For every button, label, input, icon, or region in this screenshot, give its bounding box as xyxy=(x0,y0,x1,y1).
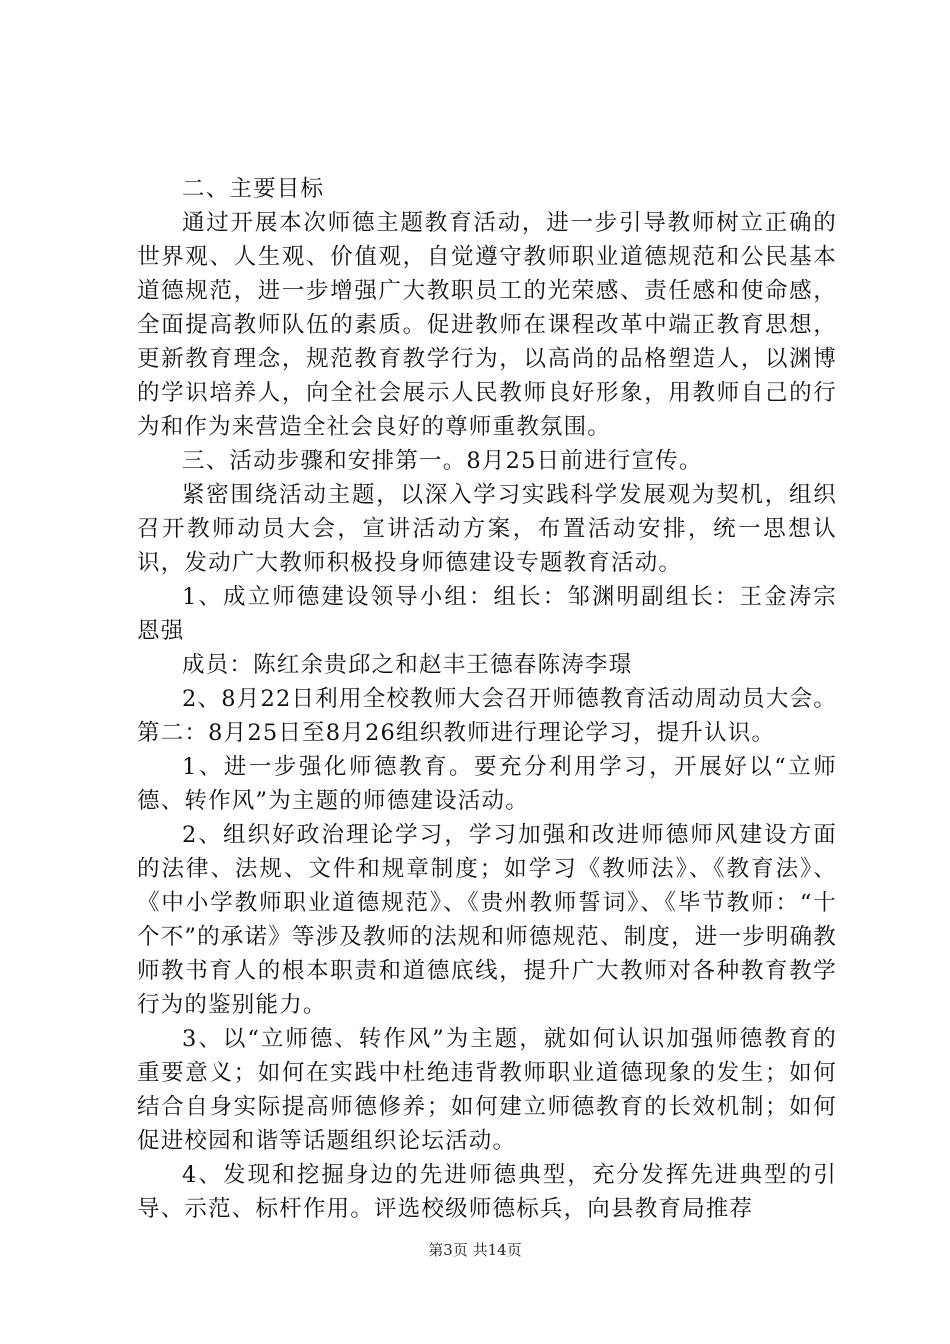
page-number-footer: 第3页 共14页 xyxy=(428,1241,522,1259)
list-item-advanced-models: 4、发现和挖掘身边的先进师德典型，充分发挥先进典型的引导、示范、标杆作用。评选校级师德标兵，向县教育局推荐 xyxy=(137,1162,837,1222)
list-item-forum-activities: 3、以“立师德、转作风”为主题，就如何认识加强师德教育的重要意义；如何在实践中杜绝违背教师职业道德现象的发生；如何结合自身实际提高师德修养；如何建立师德教育的长效机制；如何促进校园和谐等话题组织论坛活动。 xyxy=(137,1026,837,1154)
paragraph-activity-theme: 紧密围绕活动主题，以深入学习实践科学发展观为契机，组织召开教师动员大会，宣讲活动方案，布置活动安排，统一思想认识，发动广大教师积极投身师德建设专题教育活动。 xyxy=(137,482,837,576)
paragraph-members: 成员：陈红余贵邱之和赵丰王德春陈涛李璟 xyxy=(182,652,633,678)
list-item-leadership-group: 1、成立师德建设领导小组：组长：邹渊明副组长：王金涛宗恩强 xyxy=(137,584,837,644)
list-item-strengthen-ethics: 1、进一步强化师德教育。要充分利用学习，开展好以“立师德、转作风”为主题的师德建设活动。 xyxy=(137,754,837,814)
section-heading-main-goals: 二、主要目标 xyxy=(182,176,325,202)
document-body xyxy=(137,172,837,1226)
list-item-mobilization-meeting: 2、8月22日利用全校教师大会召开师德教育活动周动员大会。第二：8月25日至8月26组织教师进行理论学习，提升认识。 xyxy=(137,686,837,746)
paragraph-goals-description: 通过开展本次师德主题教育活动，进一步引导教师树立正确的世界观、人生观、价值观，自觉遵守教师职业道德规范和公民基本道德规范，进一步增强广大教职员工的光荣感、责任感和使命感，全面提高教师队伍的素质。促进教师在课程改革中端正教育思想，更新教育理念，规范教育教学行为，以高尚的品格塑造人，以渊博的学识培养人，向全社会展示人民教师良好形象，用教师自己的行为和作为来营造全社会良好的尊师重教氛围。 xyxy=(137,210,837,440)
list-item-political-study: 2、组织好政治理论学习，学习加强和改进师德师风建设方面的法律、法规、文件和规章制度；如学习《教师法》、《教育法》、《中小学教师职业道德规范》、《贵州教师誓词》、《毕节教师：“十个不”的承诺》等涉及教师的法规和师德规范、制度，进一步明确教师教书育人的根本职责和道德底线，提升广大教师对各种教育教学行为的鉴别能力。 xyxy=(137,822,838,1018)
section-heading-activity-steps: 三、活动步骤和安排第一。8月25日前进行宣传。 xyxy=(182,448,703,474)
